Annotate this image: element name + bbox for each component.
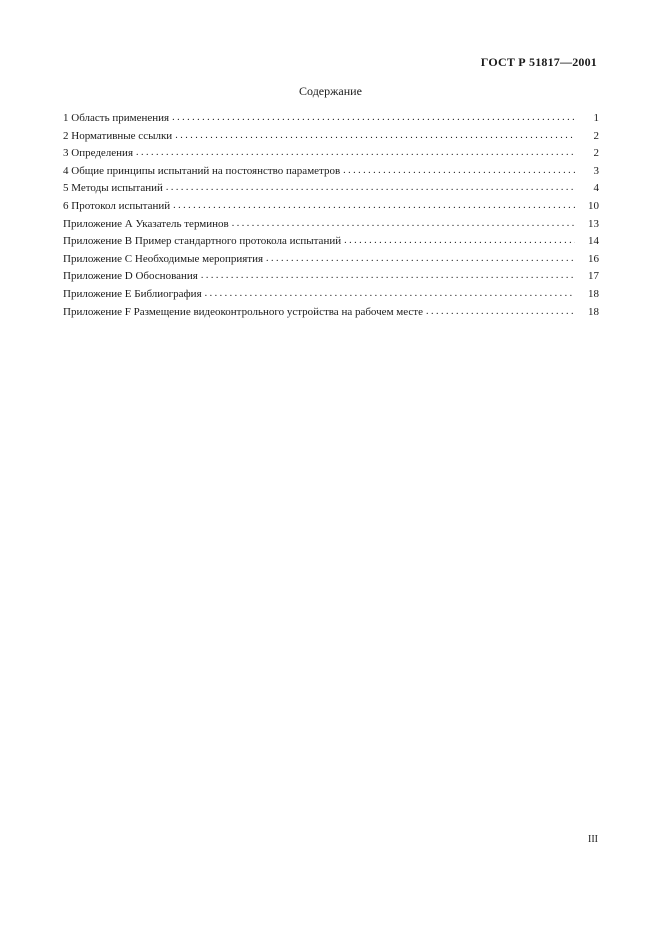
- toc-entry-scope[interactable]: [63, 110, 599, 128]
- toc-entry-page: 10: [588, 199, 599, 212]
- toc-entry-page: 18: [588, 287, 599, 300]
- toc-entry-page: 17: [588, 270, 599, 283]
- toc-entry-annex-b[interactable]: [63, 233, 599, 251]
- toc-entry-label: 5 Методы испытаний: [63, 182, 163, 195]
- dot-leader: [175, 127, 575, 145]
- toc-entry-test-methods[interactable]: [63, 180, 599, 198]
- toc-entry-label: Приложение Е Библиография: [63, 287, 202, 300]
- dot-leader: [426, 303, 575, 321]
- toc-entry-page: 16: [588, 252, 599, 265]
- toc-entry-label: 1 Область применения: [63, 112, 170, 124]
- toc-entry-page: 13: [588, 217, 599, 230]
- toc-entry-label: 6 Протокол испытаний: [63, 199, 171, 212]
- toc-entry-test-report[interactable]: [63, 198, 599, 216]
- toc-entry-page: 1: [593, 112, 599, 124]
- toc-entry-normative-references[interactable]: [63, 128, 599, 146]
- toc-entry-page: 3: [593, 164, 599, 177]
- dot-leader: [173, 197, 575, 215]
- dot-leader: [172, 109, 575, 127]
- toc-entry-annex-c[interactable]: [63, 251, 599, 269]
- toc-entry-page: 18: [588, 305, 599, 318]
- table-of-contents: [63, 110, 599, 321]
- dot-leader: [266, 250, 575, 268]
- toc-entry-label: Приложение D Обоснования: [63, 270, 198, 283]
- contents-title: Содержание: [299, 84, 362, 98]
- toc-entry-annex-f[interactable]: [63, 304, 599, 322]
- toc-entry-page: 14: [588, 235, 599, 248]
- dot-leader: [344, 232, 575, 250]
- dot-leader: [136, 144, 575, 162]
- toc-entry-page: 2: [593, 129, 599, 142]
- toc-entry-page: 4: [593, 182, 599, 195]
- toc-entry-label: 3 Определения: [63, 147, 134, 160]
- toc-entry-label: 4 Общие принципы испытаний на постоянство параметров: [63, 164, 341, 177]
- page-number: III: [588, 834, 598, 845]
- dot-leader: [343, 162, 575, 180]
- toc-entry-label: 2 Нормативные ссылки: [63, 129, 173, 142]
- toc-entry-label: Приложение F Размещение видеоконтрольного устройства на рабочем месте: [63, 305, 423, 318]
- standard-number: ГОСТ Р 51817—2001: [480, 55, 597, 69]
- toc-entry-label: Приложение С Необходимые мероприятия: [63, 252, 264, 265]
- toc-entry-label: Приложение В Пример стандартного протокола испытаний: [63, 235, 342, 248]
- dot-leader: [201, 267, 575, 285]
- toc-entry-general-principles[interactable]: [63, 163, 599, 181]
- dot-leader: [205, 285, 575, 303]
- toc-entry-label: Приложение А Указатель терминов: [63, 217, 229, 230]
- toc-entry-definitions[interactable]: [63, 145, 599, 163]
- toc-entry-annex-e[interactable]: [63, 286, 599, 304]
- toc-entry-page: 2: [593, 147, 599, 160]
- toc-entry-annex-d[interactable]: [63, 268, 599, 286]
- toc-entry-annex-a[interactable]: [63, 216, 599, 234]
- dot-leader: [232, 215, 575, 233]
- dot-leader: [166, 179, 575, 197]
